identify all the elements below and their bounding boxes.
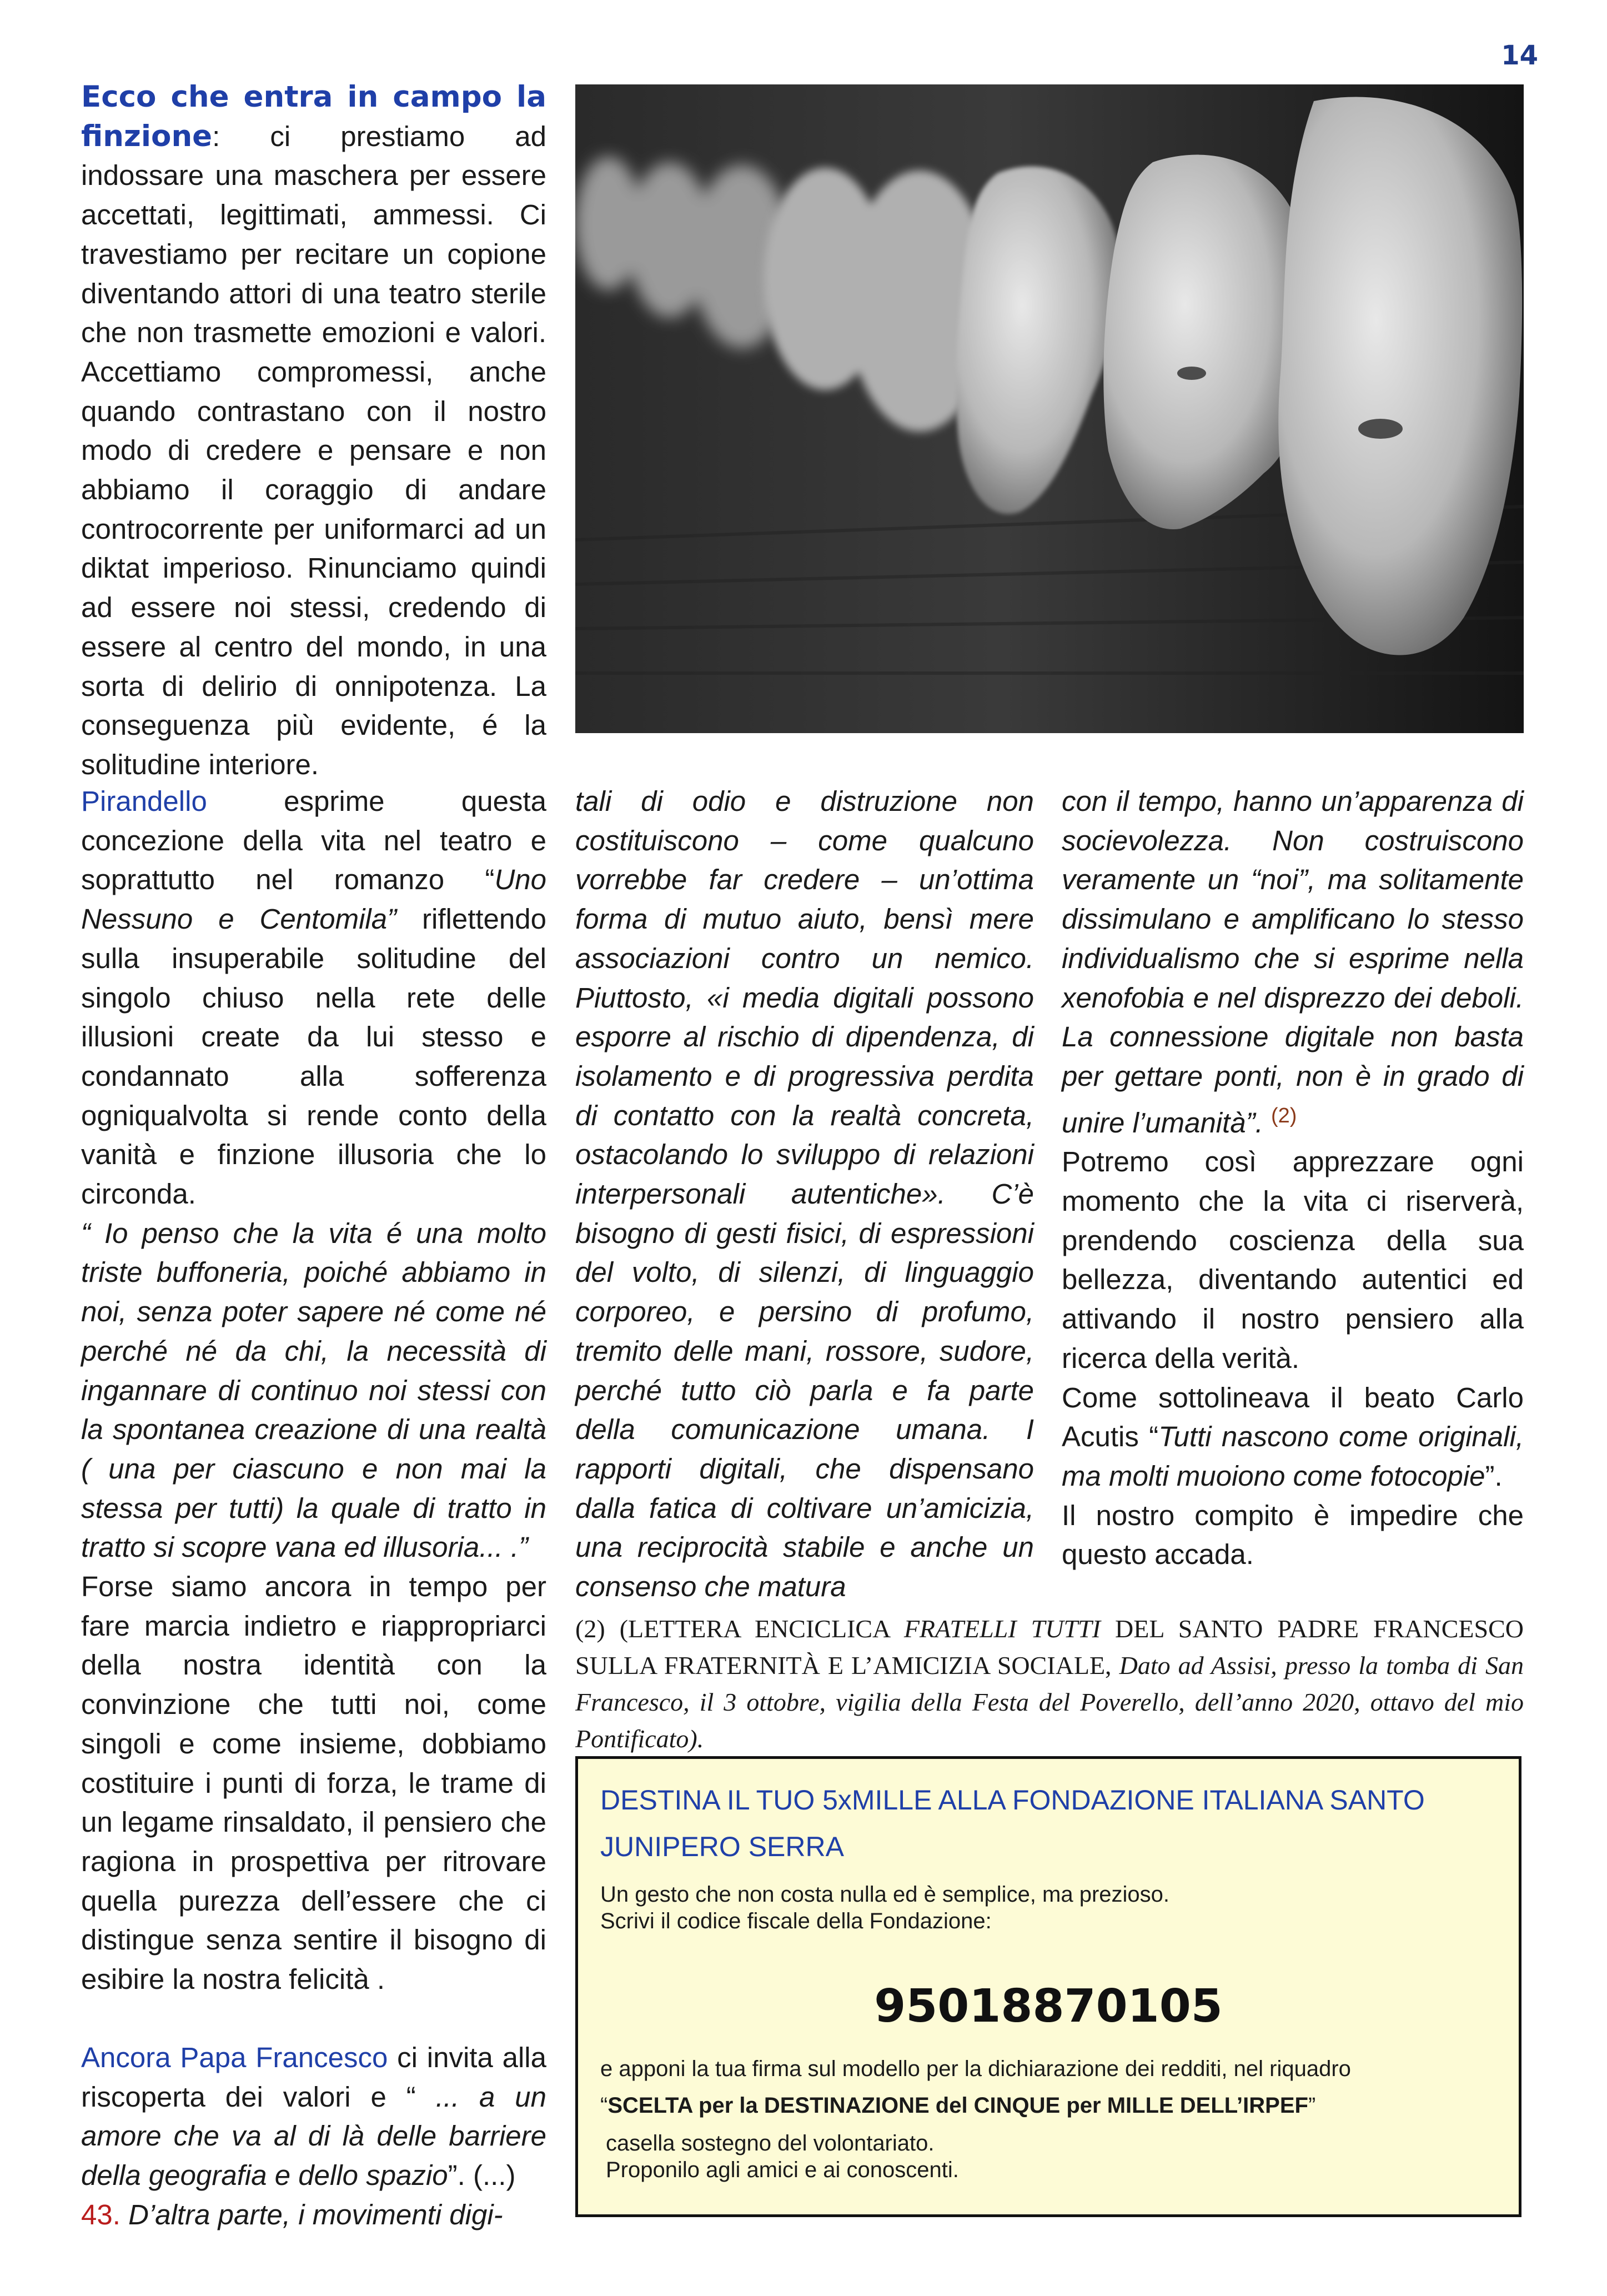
quote-open: “: [600, 2093, 608, 2118]
papa-text-b: ”. (...): [448, 2159, 516, 2191]
col3-quote-text: con il tempo, hanno un’apparenza di socievolezza. Non costruiscono veramente un “noi”, ma solitamente dissimulano e amplificano lo stesso individualismo che si esprime nella xenofobia e nel disprezzo dei deboli. La connessione digitale non basta per gettare ponti, non è in grado di unire l’umanità”.: [1062, 785, 1524, 1139]
footnote-c: Dato ad Assisi, presso la tomba di San Francesco, il 3 ottobre, vigilia della Festa del Poverello, dell’anno 2020, ottavo del mio Pontificato).: [575, 1651, 1524, 1753]
page-number: 14: [1501, 40, 1538, 71]
quote-text: “ Io penso che la vita é una molto triste buffoneria, poiché abbiamo in noi, senza poter sapere né come né perché né da chi, la necessità di ingannare di continuo noi stessi con la spontanea creazione di una realtà ( una per ciascuno e non mai la stessa per tutti) la quale di tratto in tratto si scopre vana ed illusoria... .”: [81, 1217, 546, 1563]
acutis-paragraph: [1062, 1378, 1524, 1496]
tax-code: 95018870105: [874, 1980, 1223, 2033]
digital-movements-text: tali di odio e distruzione non costituiscono – come qualcuno vorrebbe far credere – un’ottima forma di mutuo aiuto, bensì mere associazioni contro un nemico. Piuttosto, «i media digitali possono esporre al rischio di dipendenza, di isolamento e di progressiva perdita di contatto con la realtà concreta, ostacolando lo sviluppo di relazioni interpersonali autentiche». C’è bisogno di gesti fisici, di espressioni del volto, di silenzi, di linguaggio corporeo, e persino di profumo, tremito delle mani, rossore, sudore, perché tutto ciò parla e fa parte della comunicazione umana. I rapporti digitali, che dispensano dalla fatica di coltivare un’amicizia, una reciprocità stabile e anche un consenso che matura: [575, 785, 1034, 1603]
col3-quote-paragraph: [1062, 782, 1524, 1142]
pirandello-paragraph: [81, 782, 546, 1214]
point-number: 43.: [81, 2198, 120, 2230]
acutis-text-a: Come sottolineava il beato Carlo Acutis “: [1062, 1381, 1524, 1453]
papa-name: Ancora Papa Francesco: [81, 2041, 388, 2073]
column-3: [1062, 782, 1524, 1575]
intro-text: : ci prestiamo ad indossare una maschera per essere accettati, legittimati, ammessi. Ci travestiamo per recitare un copione diventando attori di una teatro sterile che non trasmette emozioni e valori. Accettiamo compromessi, anche quando contrastano con il nostro modo di credere e pensare e non abbiamo il coraggio di andare controcorrente per uniformarci ad un diktat imperioso. Rinunciamo quindi ad essere noi stessi, credendo di essere al centro del mondo, in una sorta di delirio di onnipotenza. La conseguenza più evidente, é la solitudine interiore.: [81, 120, 546, 780]
col3-paragraph-2: Potremo così apprezzare ogni momento che la vita ci riserverà, prendendo coscienza della sua bellezza, diventando autentici ed attivando il nostro pensiero alla ricerca della verità.: [1062, 1146, 1524, 1374]
acutis-text-b: ”.: [1485, 1460, 1503, 1492]
donation-box: [575, 1756, 1521, 2217]
footnote-title: FRATELLI TUTTI: [903, 1615, 1101, 1643]
acutis-quote: Tutti nascono come originali, ma molti muoiono come fotocopie: [1062, 1421, 1524, 1492]
donation-line-6: Proponilo agli amici e ai conoscenti.: [606, 2158, 959, 2182]
donation-line-4: [600, 2092, 1315, 2119]
intro-paragraph: [81, 78, 546, 785]
papa-text-a: ci invita alla riscoperta dei valori e “: [81, 2041, 546, 2113]
column-1-bottom: [81, 782, 546, 2234]
papa-paragraph: [81, 2038, 546, 2195]
identity-paragraph: Forse siamo ancora in tempo per fare marcia indietro e riappropriarci della nostra identità con la convinzione che tutti noi, come singoli e come insieme, dobbiamo costituire i punti di forza, le trame di un legame rinsaldato, il pensiero che ragiona in prospettiva per ritrovare quella purezza dell’essere che ci distingue senza sentire il bisogno di esibire la nostra felicità .: [81, 1571, 546, 1996]
pirandello-text-b: riflettendo sulla insuperabile solitudine del singolo chiuso nella rete delle illusioni create da lui stesso e condannato alla sofferenza ogniqualvolta si rende conto della vanità e finzione illusoria che lo circonda.: [81, 903, 546, 1210]
pirandello-name: Pirandello: [81, 785, 207, 817]
column-2: [575, 782, 1034, 1607]
footnote: [575, 1611, 1524, 1757]
masks-photo: [575, 84, 1524, 733]
donation-heading: DESTINA IL TUO 5xMILLE ALLA FONDAZIONE ITALIANA SANTO JUNIPERO SERRA: [600, 1784, 1425, 1862]
footnote-b: DEL SANTO PADRE FRANCESCO SULLA FRATERNITÀ E L’AMICIZIA SOCIALE,: [575, 1615, 1524, 1680]
point-43-text: D’altra parte, i movimenti digi-: [120, 2198, 503, 2230]
column-1-top: [81, 78, 546, 785]
pirandello-text-a: esprime questa concezione della vita nel teatro e soprattutto nel romanzo “: [81, 785, 546, 896]
papa-quote: ... a un amore che va al di là delle barriere della geografia e dello spazio: [81, 2081, 546, 2191]
col3-paragraph-4: Il nostro compito è impedire che questo accada.: [1062, 1499, 1524, 1571]
donation-line-2: Scrivi il codice fiscale della Fondazione:: [600, 1909, 992, 1933]
novel-title: Uno Nessuno e Centomila”: [81, 864, 546, 935]
irpef-choice: SCELTA per la DESTINAZIONE del CINQUE per MILLE DELL’IRPEF: [607, 2093, 1308, 2118]
donation-line-1: Un gesto che non costa nulla ed è semplice, ma prezioso.: [600, 1882, 1170, 1907]
footnote-a: (2) (LETTERA ENCICLICA: [575, 1615, 904, 1643]
point-43-paragraph: [81, 2195, 546, 2235]
donation-line-3: e apponi la tua firma sul modello per la dichiarazione dei redditi, nel riquadro: [600, 2057, 1351, 2081]
footnote-ref: (2): [1271, 1104, 1297, 1127]
pirandello-quote: [81, 1214, 546, 1567]
masks-image: [575, 84, 1524, 733]
quote-close: ”: [1308, 2093, 1316, 2118]
intro-lead: Ecco che entra in campo la finzione: [81, 80, 546, 153]
donation-line-5: casella sostegno del volontariato.: [606, 2131, 935, 2155]
